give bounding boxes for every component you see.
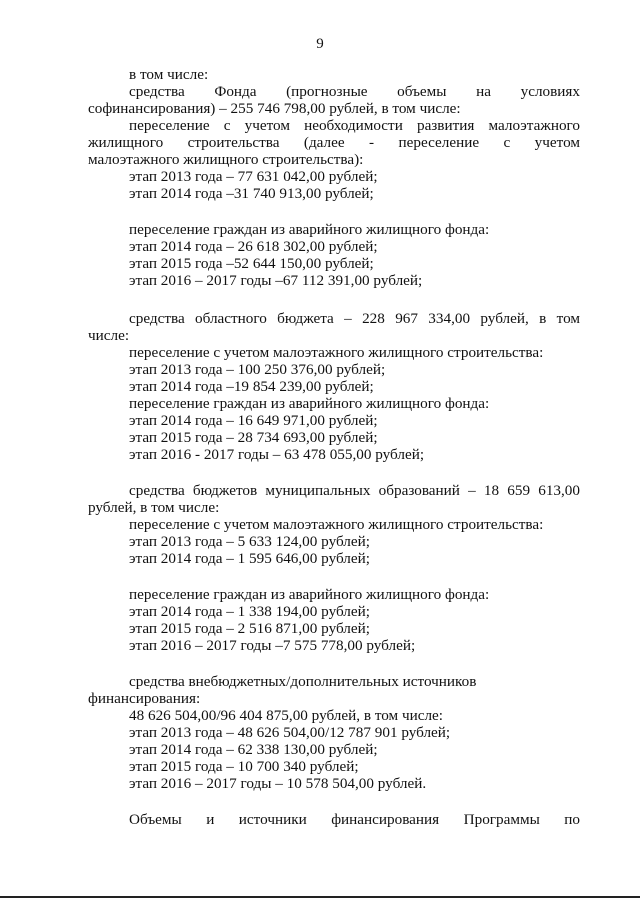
text-line: переселение с учетом необходимости развития малоэтажного: [129, 117, 580, 134]
text-line: этап 2013 года – 48 626 504,00/12 787 901 рублей;: [129, 724, 451, 741]
text-line: средства областного бюджета – 228 967 334,00 рублей, в том: [129, 310, 580, 327]
text-line: в том числе:: [129, 66, 209, 83]
text-line: этап 2015 года – 10 700 340 рублей;: [129, 758, 359, 775]
text-line: переселение с учетом малоэтажного жилищного строительства:: [129, 344, 544, 361]
text-line: переселение граждан из аварийного жилищного фонда:: [129, 586, 490, 603]
text-line: этап 2014 года –19 854 239,00 рублей;: [129, 378, 374, 395]
text-line: переселение граждан из аварийного жилищного фонда:: [129, 221, 490, 238]
text-line: этап 2014 года – 1 595 646,00 рублей;: [129, 550, 370, 567]
text-line: этап 2016 – 2017 годы –7 575 778,00 рублей;: [129, 637, 416, 654]
text-line: средства Фонда (прогнозные объемы на условиях: [129, 83, 580, 100]
text-line: финансирования:: [88, 690, 201, 707]
text-line: средства внебюджетных/дополнительных источников: [129, 673, 477, 690]
text-line: этап 2014 года – 62 338 130,00 рублей;: [129, 741, 378, 758]
text-line: этап 2014 года – 1 338 194,00 рублей;: [129, 603, 370, 620]
text-line: этап 2013 года – 5 633 124,00 рублей;: [129, 533, 370, 550]
text-line: переселение с учетом малоэтажного жилищного строительства:: [129, 516, 544, 533]
text-line: этап 2014 года –31 740 913,00 рублей;: [129, 185, 374, 202]
text-line: Объемы и источники финансирования Программы по: [129, 811, 580, 828]
page-number: 9: [316, 36, 324, 52]
text-line: этап 2015 года – 2 516 871,00 рублей;: [129, 620, 370, 637]
text-line: этап 2013 года – 77 631 042,00 рублей;: [129, 168, 378, 185]
text-line: этап 2015 года – 28 734 693,00 рублей;: [129, 429, 378, 446]
text-line: этап 2013 года – 100 250 376,00 рублей;: [129, 361, 386, 378]
text-line: переселение граждан из аварийного жилищного фонда:: [129, 395, 490, 412]
text-line: числе:: [88, 327, 130, 344]
text-line: средства бюджетов муниципальных образований – 18 659 613,00: [129, 482, 580, 499]
text-line: этап 2014 года – 16 649 971,00 рублей;: [129, 412, 378, 429]
text-line: этап 2016 – 2017 годы – 10 578 504,00 рублей.: [129, 775, 427, 792]
text-line: этап 2015 года –52 644 150,00 рублей;: [129, 255, 374, 272]
text-line: этап 2014 года – 26 618 302,00 рублей;: [129, 238, 378, 255]
text-line: 48 626 504,00/96 404 875,00 рублей, в том числе:: [129, 707, 444, 724]
text-line: этап 2016 - 2017 годы – 63 478 055,00 рублей;: [129, 446, 425, 463]
page-edge-line: [0, 896, 640, 898]
text-line: софинансирования) – 255 746 798,00 рублей, в том числе:: [88, 100, 461, 117]
text-line: жилищного строительства (далее - переселение с учетом: [88, 134, 580, 151]
text-line: этап 2016 – 2017 годы –67 112 391,00 рублей;: [129, 272, 423, 289]
text-line: малоэтажного жилищного строительства):: [88, 151, 364, 168]
text-line: рублей, в том числе:: [88, 499, 220, 516]
